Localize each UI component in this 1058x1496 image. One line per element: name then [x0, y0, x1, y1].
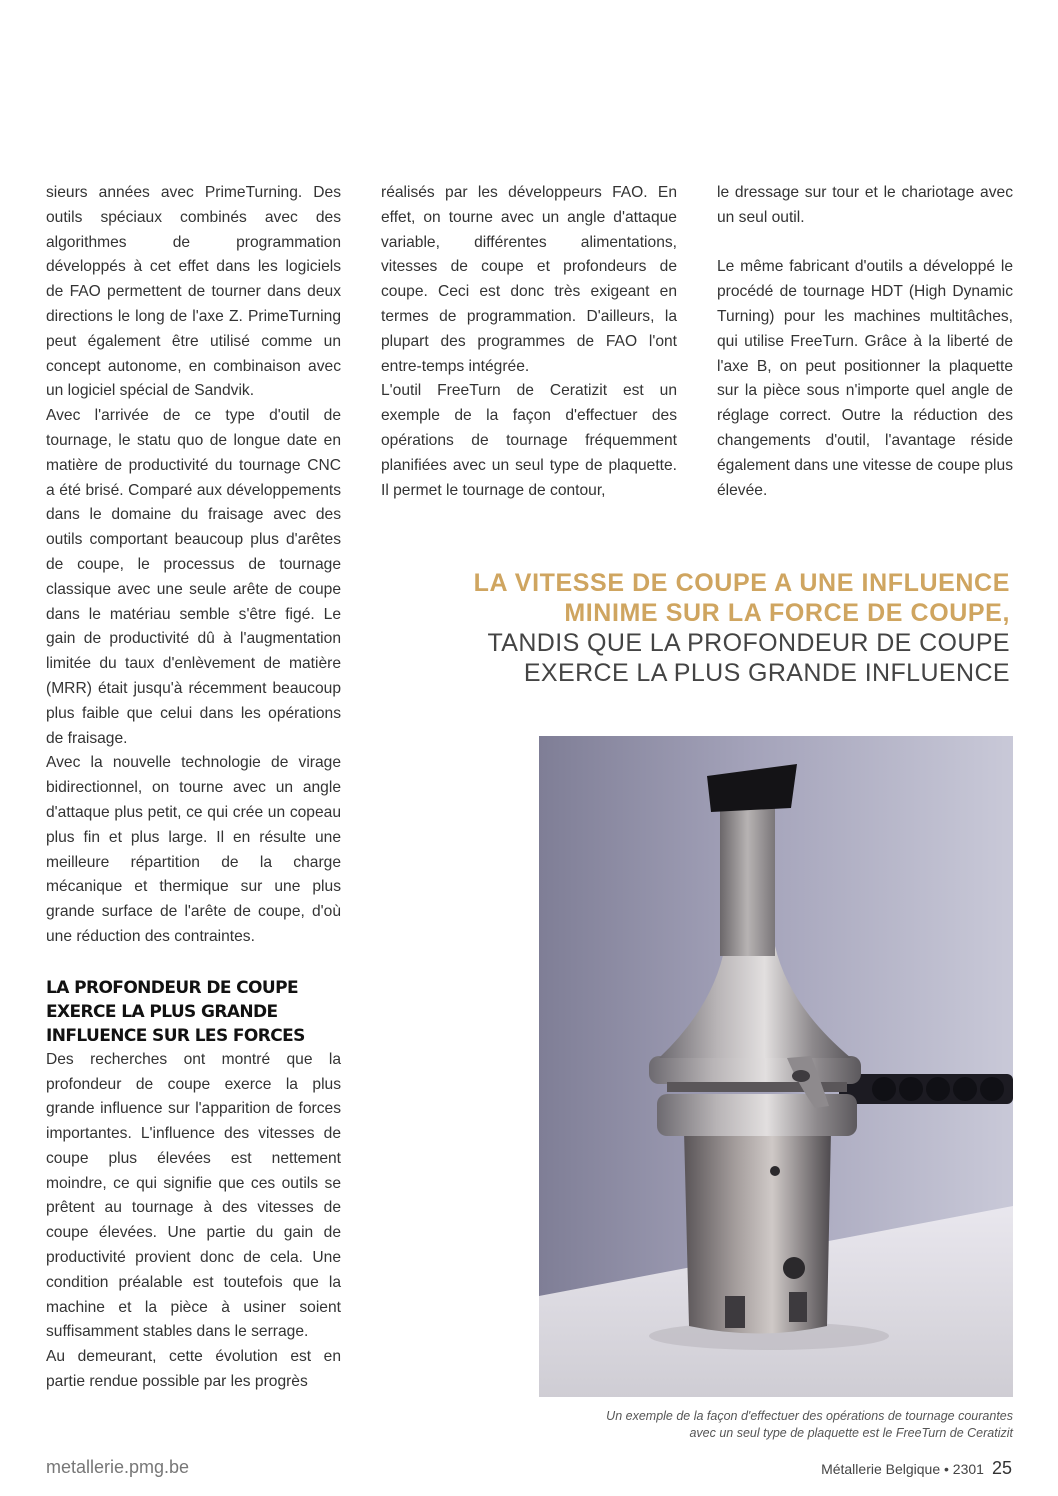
paragraph-spacer [717, 231, 1013, 256]
text-column-2 [381, 181, 677, 503]
column1-paragraph-1: sieurs années avec PrimeTurning. Des outils spéciaux combinés avec des algorithmes de programmation développés à cet effet dans les logiciels de FAO permettent de tourner dans deux directions le long de l'axe Z. PrimeTurning peut également être utilisé comme un concept autonome, en combinaison avec un logiciel spécial de Sandvik. [46, 184, 341, 400]
column2-paragraph-2: L'outil FreeTurn de Ceratizit est un exemple de la façon d'effectuer des opérations de tournage fréquemment planifiées avec un seul type de plaquette. Il permet le tournage de contour, [381, 382, 677, 499]
pull-quote-line-3: TANDIS QUE LA PROFONDEUR DE COUPE [487, 629, 1010, 657]
page-number: 25 [991, 1458, 1012, 1478]
footer-publication-info [821, 1458, 1012, 1479]
column1-paragraph-2: Avec l'arrivée de ce type d'outil de tournage, le statu quo de longue date en matière de productivité du tournage CNC a été brisé. Comparé aux développements dans le domaine du fraisage avec des outils comportant beaucoup plus d'arêtes de coupe, le processus de tournage classique avec une seule arête de coupe dans le matériau semble s'être figé. Le gain de productivité dû à l'augmentation limitée du taux d'enlèvement de matière (MRR) était jusqu'à récemment beaucoup plus faible que celui dans les opérations de fraisage. [46, 407, 341, 747]
pull-quote-line-4: EXERCE LA PLUS GRANDE INFLUENCE [523, 659, 1010, 687]
column1-paragraph-5: Au demeurant, cette évolution est en partie rendue possible par les progrès [46, 1348, 341, 1391]
freeturn-tool-photo [539, 736, 1013, 1397]
footer-website[interactable]: metallerie.pmg.be [46, 1457, 190, 1477]
photo-caption-line-2: avec un seul type de plaquette est le FreeTurn de Ceratizit [689, 1426, 1013, 1440]
photo-caption [540, 1408, 1013, 1442]
section-heading: LA PROFONDEUR DE COUPE EXERCE LA PLUS GRANDE INFLUENCE SUR LES FORCES [46, 977, 305, 1046]
column1-paragraph-3: Avec la nouvelle technologie de virage bidirectionnel, on tourne avec un angle d'attaque plus petit, ce qui crée un copeau plus fin et plus large. Il en résulte une meilleure répartition de la charge mécanique et thermique sur une plus grande surface de l'arête de coupe, d'où une réduction des contraintes. [46, 754, 341, 945]
column1-paragraph-4: Des recherches ont montré que la profondeur de coupe exerce la plus grande influence sur l'apparition de forces importantes. L'influence des vitesses de coupe plus élevées est nettement moindre, ce qui signifie que ces outils se prêtent au tournage à des vitesses de coupe élevées. Une partie du gain de productivité provient donc de cela. Une condition préalable est toutefois que la machine et la pièce à usiner soient suffisamment stables dans le serrage. [46, 1050, 341, 1341]
pull-quote-line-2: MINIME SUR LA FORCE DE COUPE, [564, 599, 1010, 627]
text-column-1 [46, 181, 341, 1395]
footer-publication: Métallerie Belgique • 2301 [821, 1461, 984, 1477]
column3-paragraph-2: Le même fabricant d'outils a développé le procédé de tournage HDT (High Dynamic Turning) pour les machines multitâches, qui utilise FreeTurn. Grâce à la liberté de l'axe B, on peut positionner la plaquette sur la pièce sous n'importe quel angle de réglage correct. Outre la réduction des changements d'outil, l'avantage réside également dans une vitesse de coupe plus élevée. [717, 258, 1013, 499]
column3-paragraph-1: le dressage sur tour et le chariotage avec un seul outil. [717, 184, 1013, 226]
pull-quote-line-1: LA VITESSE DE COUPE A UNE INFLUENCE [473, 569, 1010, 597]
photo-caption-line-1: Un exemple de la façon d'effectuer des opérations de tournage courantes [606, 1409, 1013, 1423]
text-column-3 [717, 181, 1013, 503]
pull-quote [440, 568, 1010, 688]
column2-paragraph-1: réalisés par les développeurs FAO. En effet, on tourne avec un angle d'attaque variable, différentes alimentations, vitesses de coupe et profondeurs de coupe. Ceci est donc très exigeant en termes de programmation. D'ailleurs, la plupart des programmes de FAO l'ont entre-temps intégrée. [381, 184, 677, 375]
